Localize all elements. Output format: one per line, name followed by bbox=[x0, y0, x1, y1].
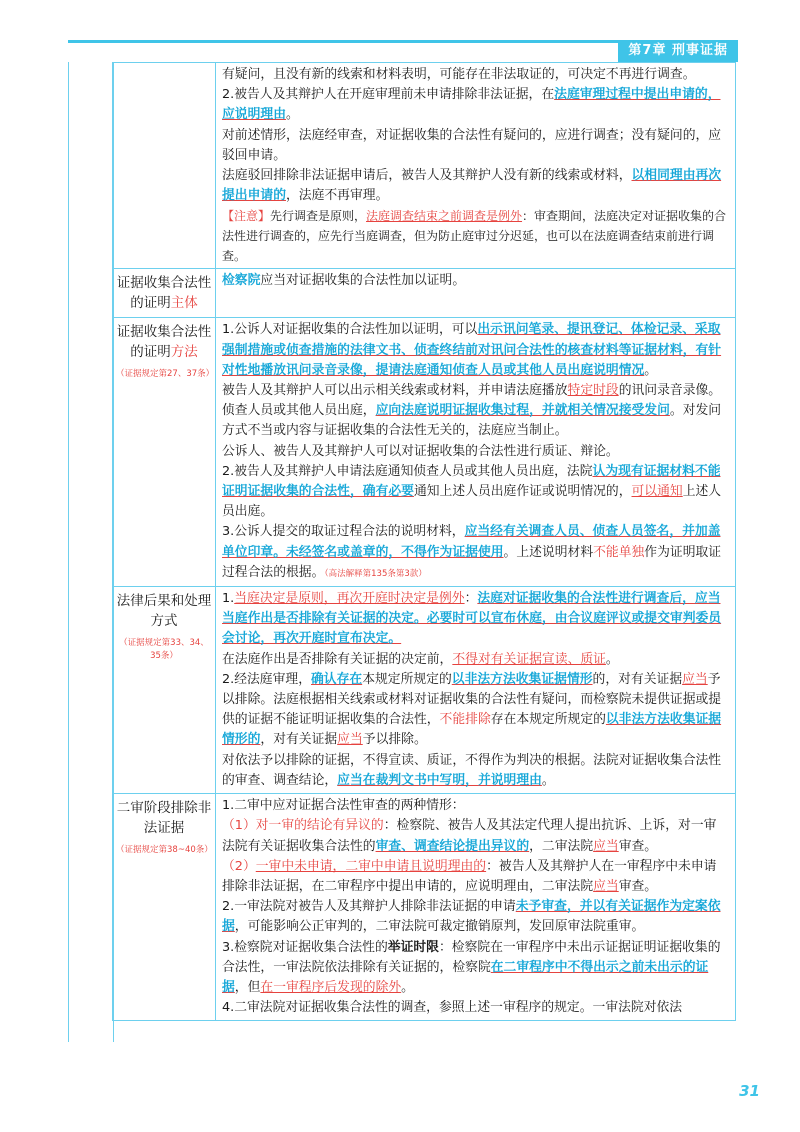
paragraph bbox=[222, 271, 729, 291]
text-segment: 在法庭作出是否排除有关证据的决定前， bbox=[222, 651, 453, 667]
paragraph bbox=[222, 320, 729, 381]
text-segment: 2.被告人及其辩护人申请法庭通知侦查人员或其他人员出庭，法院 bbox=[222, 463, 593, 479]
text-segment: 1. bbox=[222, 591, 235, 607]
text-segment: 以非法方法收集证据情形的 bbox=[222, 712, 722, 748]
paragraph bbox=[222, 126, 729, 166]
text-segment: 。 bbox=[401, 979, 414, 995]
label-text: 证据收集合法性的证明 bbox=[116, 275, 212, 312]
paragraph bbox=[222, 897, 729, 937]
text-segment: 应当经有关调查人员、侦查人员签名，并加盖单位印章。未经签名或盖章的，不得作为证据使用 bbox=[222, 524, 721, 560]
text-segment: 。上述说明材料 bbox=[503, 544, 594, 560]
paragraph bbox=[222, 857, 729, 897]
label-text: 方法 bbox=[170, 344, 198, 361]
text-segment: 。 bbox=[541, 772, 555, 788]
text-segment: 检察院 bbox=[222, 273, 261, 289]
text-segment: 审查。 bbox=[618, 878, 658, 894]
text-segment: ： bbox=[464, 591, 478, 607]
text-segment: ：检察院、被告人及其法定代理人提出抗诉、上诉，对一审法院有关证据收集合法性的 bbox=[222, 818, 717, 854]
text-segment: 予以排除。 bbox=[362, 732, 427, 748]
text-segment: （高法解释第135条第3款） bbox=[324, 568, 427, 579]
paragraph bbox=[222, 796, 729, 816]
text-segment: 应当 bbox=[593, 838, 619, 854]
row-label bbox=[113, 269, 216, 318]
text-segment: 对依法予以排除的证据，不得宣读、质证，不得作为判决的根据。法院对证据收集合法性的审查、调查结论， bbox=[222, 752, 722, 788]
text-segment: 法庭驳回排除非法证据申请后，被告人及其辩护人没有新的线索或材料， bbox=[222, 168, 632, 184]
law-reference: （证据规定第27、37条） bbox=[116, 369, 215, 380]
text-segment: 出示讯问笔录、提讯登记、体检记录、采取强制措施或侦查措施的法律文书、侦查终结前对讯问合法性的核查材料等证据材料，有针对性地播放讯问录音录像，提请法庭通知侦查人员或其他人员出庭说明情况 bbox=[222, 322, 722, 378]
page-number: 31 bbox=[739, 1082, 760, 1100]
table-row bbox=[113, 794, 736, 1021]
text-segment: ，法庭不再审理。 bbox=[285, 188, 389, 204]
text-segment: 1.二审中应对证据合法性审查的两种情形： bbox=[222, 798, 465, 814]
text-segment: 被告人及其辩护人可以出示相关线索或材料，并申请法庭播放 bbox=[222, 383, 568, 399]
text-segment: 未予审查，并以有关证据作为定案依据 bbox=[222, 899, 721, 935]
text-segment: 不能单独 bbox=[593, 544, 645, 560]
text-segment: ：检察院在一审程序中未出示证据证明证据收集的合法性，一审法院依法排除有关证据的，检察院 bbox=[222, 939, 721, 975]
row-label bbox=[113, 794, 216, 1021]
side-strip bbox=[68, 62, 114, 1042]
row-content bbox=[216, 63, 736, 269]
text-segment: 2.经法庭审理， bbox=[222, 671, 311, 687]
text-segment: 存在本规定所规定的 bbox=[490, 712, 606, 728]
text-segment: 本规定所规定的 bbox=[362, 671, 452, 687]
text-segment: （2） bbox=[222, 858, 256, 874]
text-segment: 一审中未申请，二审中申请且说明理由的 bbox=[255, 858, 487, 874]
text-segment: ，但 bbox=[234, 979, 261, 995]
text-segment: 。 bbox=[285, 107, 299, 123]
text-segment: 审查。 bbox=[618, 838, 658, 854]
paragraph bbox=[222, 462, 729, 523]
text-segment: ，对有关证据 bbox=[260, 732, 338, 748]
text-segment: 以相同理由再次提出申请的 bbox=[222, 168, 722, 204]
text-segment: 4.二审法院对证据收集合法性的调查，参照上述一审程序的规定。一审法院对依法 bbox=[222, 1000, 683, 1016]
paragraph bbox=[222, 522, 729, 584]
text-segment: 的讯问录音录像。 bbox=[618, 383, 722, 399]
paragraph bbox=[222, 938, 729, 999]
text-segment: 3.公诉人提交的取证过程合法的说明材料， bbox=[222, 524, 465, 540]
label-text: 二审阶段排除非法证据 bbox=[116, 800, 212, 837]
text-segment: 应向法庭说明证据收集过程，并就相关情况接受发问 bbox=[375, 403, 670, 419]
text-segment: 作为证明取证过程合法的根据。 bbox=[222, 544, 722, 580]
note-paragraph bbox=[222, 206, 729, 266]
text-segment: 确认存在 bbox=[311, 671, 363, 687]
label-text: 证据收集合法性的证明 bbox=[116, 324, 212, 361]
paragraph bbox=[222, 401, 729, 441]
text-segment: 先行调查是原则， bbox=[270, 209, 367, 224]
text-segment: 法庭对证据收集的合法性进行调查后，应当当庭作出是否排除有关证据的决定。必要时可以宣布休庭，由合议庭评议或提交审判委员会讨论，再次开庭时宣布决定。 bbox=[222, 591, 722, 647]
text-segment: 认为现有证据材料不能证明证据收集的合法性，确有必要 bbox=[222, 463, 721, 500]
row-content bbox=[216, 269, 736, 318]
text-segment: ：审查期间，法庭决定对证据收集的合法性进行调查的，应先行当庭调查，但为防止庭审过分迟延，也可以在法庭调查结束前进行调查。 bbox=[222, 209, 727, 264]
text-segment: 2.一审法院对被告人及其辩护人排除非法证据的申请 bbox=[222, 899, 516, 915]
text-segment: 2.被告人及其辩护人在开庭审理前未申请排除非法证据，在 bbox=[222, 87, 555, 103]
text-segment: 应当 bbox=[337, 732, 363, 748]
paragraph bbox=[222, 670, 729, 751]
text-segment: 予以排除。法庭根据相关线索或材料对证据收集的合法性有疑问，而检察院未提供证据或提供的证据不能证明证据收集的合法性， bbox=[222, 671, 722, 728]
paragraph bbox=[222, 589, 729, 650]
text-segment: 上述人员出庭。 bbox=[222, 484, 722, 520]
text-segment: 。对发问方式不当或内容与证据收集的合法性无关的，法庭应当制止。 bbox=[222, 403, 722, 439]
table-row bbox=[113, 318, 736, 587]
content-table bbox=[112, 62, 736, 1021]
label-text: 法律后果和处理方式 bbox=[116, 593, 212, 630]
text-segment: 应当对证据收集的合法性加以证明。 bbox=[260, 273, 466, 289]
table-row bbox=[113, 63, 736, 269]
chapter-tag: 第7章 刑事证据 bbox=[618, 40, 738, 62]
text-segment: 法庭审理过程中提出申请的，应说明理由 bbox=[222, 87, 721, 123]
text-segment: 3.检察院对证据收集合法性的 bbox=[222, 939, 388, 955]
text-segment: 不能排除 bbox=[439, 712, 491, 728]
text-segment: 公诉人、被告人及其辩护人可以对证据收集的合法性进行质证、辩论。 bbox=[222, 443, 619, 459]
paragraph bbox=[222, 650, 729, 670]
text-segment: 通知上述人员出庭作证或说明情况的， bbox=[413, 484, 632, 500]
text-segment: 应当 bbox=[682, 671, 708, 687]
text-segment: 举证时限 bbox=[387, 939, 439, 955]
text-segment: 【注意】 bbox=[222, 209, 271, 224]
row-label bbox=[113, 318, 216, 587]
text-segment: 以非法方法收集证据情形 bbox=[451, 671, 593, 687]
text-segment: 。 bbox=[605, 651, 619, 667]
row-content bbox=[216, 587, 736, 794]
text-segment: 应当在裁判文书中写明，并说明理由 bbox=[337, 772, 542, 788]
law-reference: （证据规定第38~40条） bbox=[116, 845, 213, 856]
text-segment: 法庭调查结束之前调查是例外 bbox=[366, 209, 523, 224]
row-content bbox=[216, 794, 736, 1021]
label-text: 主体 bbox=[170, 295, 198, 312]
text-segment: ，二审法院 bbox=[529, 838, 594, 854]
law-reference: （证据规定第33、34、35条） bbox=[119, 638, 209, 662]
text-segment: 特定时段 bbox=[567, 383, 619, 399]
text-segment: 在二审程序中不得出示之前未出示的证据 bbox=[222, 959, 709, 995]
paragraph bbox=[222, 85, 729, 125]
paragraph bbox=[222, 816, 729, 856]
text-segment: 应当 bbox=[593, 878, 619, 894]
text-segment: 在一审程序后发现的除外 bbox=[260, 979, 402, 995]
text-segment: ：被告人及其辩护人在一审程序中未申请排除非法证据，在二审程序中提出申请的，应说明理由，二审法院 bbox=[222, 858, 717, 894]
paragraph bbox=[222, 65, 729, 85]
text-segment: （1）对一审的结论有异议的 bbox=[222, 818, 384, 834]
text-segment: 可以通知 bbox=[631, 484, 683, 500]
text-segment: 对前述情形，法庭经审查，对证据收集的合法性有疑问的，应进行调查；没有疑问的，应驳回申请。 bbox=[222, 127, 722, 163]
text-segment: 当庭决定是原则，再次开庭时决定是例外 bbox=[234, 591, 465, 607]
paragraph bbox=[222, 442, 729, 462]
text-segment: ，可能影响公正审判的，二审法院可裁定撤销原判，发回原审法院重审。 bbox=[234, 919, 645, 935]
row-content bbox=[216, 318, 736, 587]
row-label bbox=[113, 587, 216, 794]
text-segment: 审查、调查结论提出异议的 bbox=[375, 838, 530, 854]
text-segment: 不得对有关证据宣读、质证 bbox=[452, 651, 606, 667]
paragraph bbox=[222, 998, 729, 1018]
paragraph bbox=[222, 166, 729, 206]
table-row bbox=[113, 587, 736, 794]
text-segment: 有疑问，且没有新的线索和材料表明，可能存在非法取证的，可决定不再进行调查。 bbox=[222, 67, 696, 82]
table-row bbox=[113, 269, 736, 318]
text-segment: 侦查人员或其他人员出庭， bbox=[222, 403, 376, 419]
row-label bbox=[113, 63, 216, 269]
paragraph bbox=[222, 381, 729, 401]
text-segment: 。 bbox=[644, 362, 658, 378]
text-segment: 1.公诉人对证据收集的合法性加以证明，可以 bbox=[222, 322, 478, 338]
paragraph bbox=[222, 751, 729, 791]
text-segment: 的，对有关证据 bbox=[592, 671, 683, 687]
